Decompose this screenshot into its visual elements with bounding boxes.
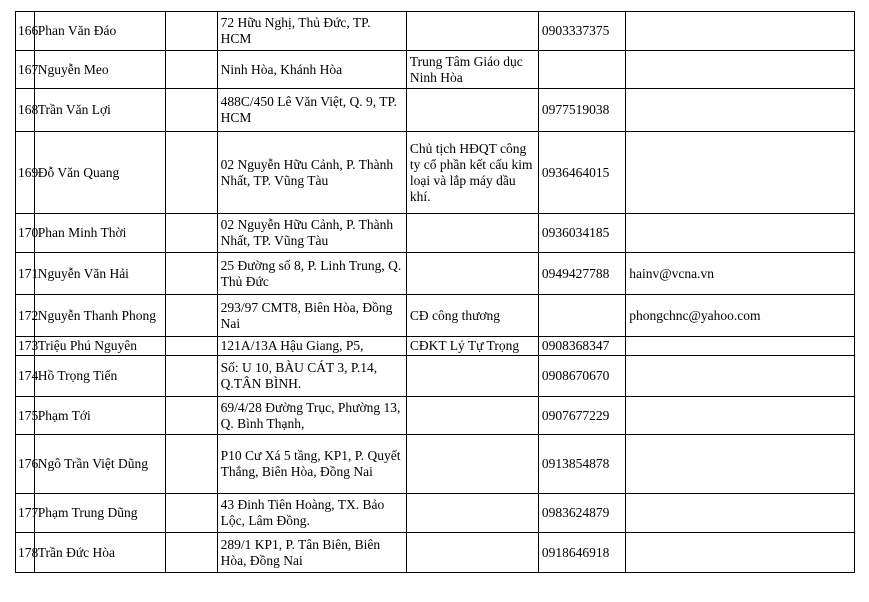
address-cell: 69/4/28 Đường Trục, Phường 13, Q. Bình Thạnh, (217, 397, 406, 435)
blank-cell (165, 295, 217, 337)
row-number-cell: 171 (16, 253, 35, 295)
name-cell: Phan Minh Thời (34, 214, 165, 253)
phone-cell (538, 295, 625, 337)
blank-cell (165, 397, 217, 435)
email-cell (626, 533, 855, 573)
blank-cell (165, 12, 217, 51)
blank-cell (165, 253, 217, 295)
name-cell: Hồ Trọng Tiến (34, 356, 165, 397)
email-cell (626, 337, 855, 356)
table-body (16, 12, 855, 573)
email-cell (626, 132, 855, 214)
row-number-cell: 172 (16, 295, 35, 337)
name-cell: Nguyễn Thanh Phong (34, 295, 165, 337)
organization-cell (406, 356, 538, 397)
row-number-cell: 169 (16, 132, 35, 214)
email-cell (626, 435, 855, 494)
row-number-cell: 176 (16, 435, 35, 494)
phone-cell: 0913854878 (538, 435, 625, 494)
row-number-cell: 173 (16, 337, 35, 356)
name-cell: Đỗ Văn Quang (34, 132, 165, 214)
organization-cell (406, 435, 538, 494)
blank-cell (165, 132, 217, 214)
email-cell (626, 397, 855, 435)
phone-cell: 0936034185 (538, 214, 625, 253)
row-number-cell: 175 (16, 397, 35, 435)
blank-cell (165, 337, 217, 356)
row-number-cell: 168 (16, 89, 35, 132)
name-cell: Phạm Trung Dũng (34, 494, 165, 533)
address-cell: 43 Đinh Tiên Hoàng, TX. Bảo Lộc, Lâm Đồng. (217, 494, 406, 533)
email-cell: hainv@vcna.vn (626, 253, 855, 295)
phone-cell: 0918646918 (538, 533, 625, 573)
table-row (16, 494, 855, 533)
organization-cell (406, 89, 538, 132)
name-cell: Phạm Tới (34, 397, 165, 435)
phone-cell: 0977519038 (538, 89, 625, 132)
organization-cell (406, 533, 538, 573)
organization-cell: Trung Tâm Giáo dục Ninh Hòa (406, 51, 538, 89)
email-cell (626, 356, 855, 397)
organization-cell (406, 494, 538, 533)
phone-cell: 0908670670 (538, 356, 625, 397)
table-row (16, 132, 855, 214)
address-cell: 121A/13A Hậu Giang, P5, (217, 337, 406, 356)
address-cell: 293/97 CMT8, Biên Hòa, Đồng Nai (217, 295, 406, 337)
organization-cell (406, 214, 538, 253)
name-cell: Trần Đức Hòa (34, 533, 165, 573)
phone-cell: 0908368347 (538, 337, 625, 356)
row-number-cell: 167 (16, 51, 35, 89)
phone-cell: 0903337375 (538, 12, 625, 51)
email-cell: phongchnc@yahoo.com (626, 295, 855, 337)
blank-cell (165, 89, 217, 132)
address-cell: Số: U 10, BÀU CÁT 3, P.14, Q.TÂN BÌNH. (217, 356, 406, 397)
organization-cell (406, 397, 538, 435)
row-number-cell: 174 (16, 356, 35, 397)
phone-cell: 0907677229 (538, 397, 625, 435)
table-row (16, 12, 855, 51)
organization-cell: Chủ tịch HĐQT công ty cổ phần kết cấu kim loại và lắp máy dầu khí. (406, 132, 538, 214)
address-cell: 02 Nguyễn Hữu Cảnh, P. Thành Nhất, TP. Vũng Tàu (217, 132, 406, 214)
organization-cell (406, 253, 538, 295)
row-number-cell: 177 (16, 494, 35, 533)
organization-cell (406, 12, 538, 51)
phone-cell: 0983624879 (538, 494, 625, 533)
email-cell (626, 214, 855, 253)
phone-cell: 0936464015 (538, 132, 625, 214)
email-cell (626, 12, 855, 51)
table-row (16, 533, 855, 573)
table-row (16, 295, 855, 337)
name-cell: Nguyễn Văn Hải (34, 253, 165, 295)
blank-cell (165, 533, 217, 573)
organization-cell: CĐKT Lý Tự Trọng (406, 337, 538, 356)
row-number-cell: 178 (16, 533, 35, 573)
blank-cell (165, 494, 217, 533)
table-row (16, 51, 855, 89)
name-cell: Triệu Phú Nguyên (34, 337, 165, 356)
table-row (16, 89, 855, 132)
table-row (16, 397, 855, 435)
email-cell (626, 494, 855, 533)
phone-cell (538, 51, 625, 89)
email-cell (626, 51, 855, 89)
address-cell: Ninh Hòa, Khánh Hòa (217, 51, 406, 89)
name-cell: Trần Văn Lợi (34, 89, 165, 132)
blank-cell (165, 356, 217, 397)
contact-table (15, 11, 855, 573)
row-number-cell: 166 (16, 12, 35, 51)
address-cell: 72 Hữu Nghị, Thủ Đức, TP. HCM (217, 12, 406, 51)
blank-cell (165, 51, 217, 89)
blank-cell (165, 435, 217, 494)
blank-cell (165, 214, 217, 253)
address-cell: 289/1 KP1, P. Tân Biên, Biên Hòa, Đồng Nai (217, 533, 406, 573)
address-cell: 02 Nguyễn Hữu Cảnh, P. Thành Nhất, TP. Vũng Tàu (217, 214, 406, 253)
email-cell (626, 89, 855, 132)
table-row (16, 435, 855, 494)
table-row (16, 214, 855, 253)
name-cell: Phan Văn Đáo (34, 12, 165, 51)
name-cell: Nguyễn Meo (34, 51, 165, 89)
address-cell: 25 Đường số 8, P. Linh Trung, Q. Thủ Đức (217, 253, 406, 295)
table-row (16, 253, 855, 295)
address-cell: 488C/450 Lê Văn Việt, Q. 9, TP. HCM (217, 89, 406, 132)
organization-cell: CĐ công thương (406, 295, 538, 337)
table-row (16, 337, 855, 356)
name-cell: Ngô Trần Việt Dũng (34, 435, 165, 494)
phone-cell: 0949427788 (538, 253, 625, 295)
table-row (16, 356, 855, 397)
row-number-cell: 170 (16, 214, 35, 253)
address-cell: P10 Cư Xá 5 tầng, KP1, P. Quyết Thắng, Biên Hòa, Đồng Nai (217, 435, 406, 494)
